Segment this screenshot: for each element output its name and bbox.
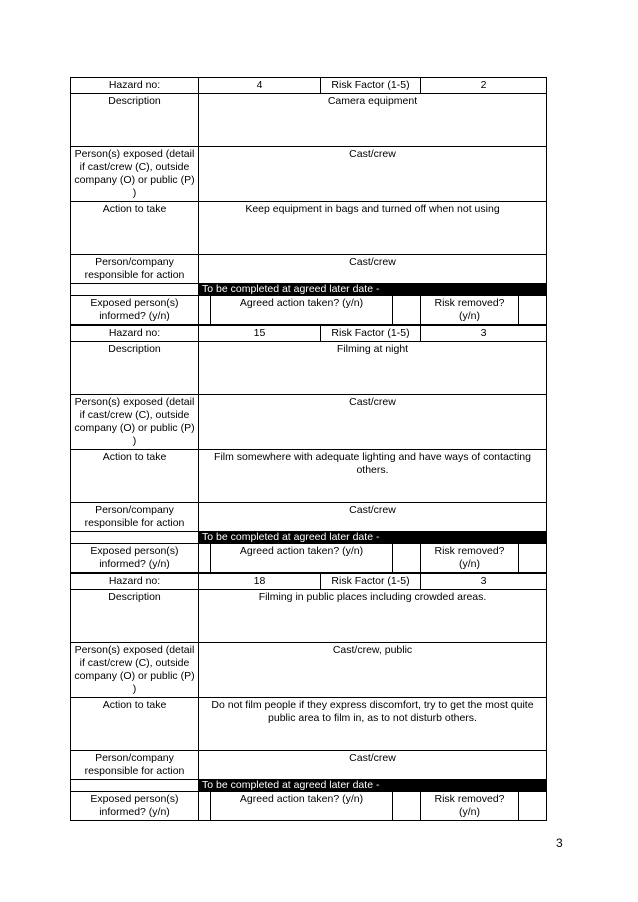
persons-exposed-value: Cast/crew — [199, 147, 547, 202]
risk-removed-label: Risk removed? (y/n) — [421, 792, 519, 821]
hazard-no-label: Hazard no: — [71, 574, 199, 590]
band-spacer — [71, 780, 199, 792]
risk-factor-value: 3 — [421, 326, 547, 342]
exposed-informed-label: Exposed person(s) informed? (y/n) — [71, 792, 199, 821]
exposed-informed-label: Exposed person(s) informed? (y/n) — [71, 296, 199, 325]
responsible-label: Person/company responsible for action — [71, 503, 199, 532]
action-value: Keep equipment in bags and turned off when not using — [199, 202, 547, 255]
persons-exposed-label: Person(s) exposed (detail if cast/crew (C), outside company (O) or public (P) ) — [71, 643, 199, 698]
action-value: Do not film people if they express discomfort, try to get the most quite public area to film in, as to not disturb others. — [199, 698, 547, 751]
risk-factor-label: Risk Factor (1-5) — [321, 574, 421, 590]
agreed-action-label: Agreed action taken? (y/n) — [211, 296, 393, 325]
action-label: Action to take — [71, 450, 199, 503]
description-label: Description — [71, 342, 199, 395]
agreed-action-label: Agreed action taken? (y/n) — [211, 792, 393, 821]
responsible-value: Cast/crew — [199, 255, 547, 284]
risk-table-2 — [70, 325, 547, 573]
persons-exposed-label: Person(s) exposed (detail if cast/crew (C), outside company (O) or public (P) ) — [71, 395, 199, 450]
action-label: Action to take — [71, 202, 199, 255]
hazard-no-value: 18 — [199, 574, 321, 590]
persons-exposed-label: Person(s) exposed (detail if cast/crew (C), outside company (O) or public (P) ) — [71, 147, 199, 202]
responsible-value: Cast/crew — [199, 751, 547, 780]
responsible-value: Cast/crew — [199, 503, 547, 532]
risk-factor-label: Risk Factor (1-5) — [321, 78, 421, 94]
risk-table-3 — [70, 573, 547, 821]
description-label: Description — [71, 94, 199, 147]
risk-table-1 — [70, 77, 547, 325]
risk-factor-value: 2 — [421, 78, 547, 94]
band-spacer — [71, 284, 199, 296]
exposed-informed-box[interactable] — [199, 544, 211, 573]
description-value: Filming in public places including crowded areas. — [199, 590, 547, 643]
hazard-no-label: Hazard no: — [71, 326, 199, 342]
description-value: Filming at night — [199, 342, 547, 395]
risk-factor-label: Risk Factor (1-5) — [321, 326, 421, 342]
exposed-informed-box[interactable] — [199, 792, 211, 821]
risk-removed-label: Risk removed? (y/n) — [421, 544, 519, 573]
persons-exposed-value: Cast/crew, public — [199, 643, 547, 698]
band-spacer — [71, 532, 199, 544]
agreed-action-box[interactable] — [393, 296, 421, 325]
later-date-band: To be completed at agreed later date - — [199, 284, 547, 296]
agreed-action-label: Agreed action taken? (y/n) — [211, 544, 393, 573]
responsible-label: Person/company responsible for action — [71, 751, 199, 780]
action-label: Action to take — [71, 698, 199, 751]
hazard-no-value: 15 — [199, 326, 321, 342]
description-value: Camera equipment — [199, 94, 547, 147]
exposed-informed-box[interactable] — [199, 296, 211, 325]
exposed-informed-label: Exposed person(s) informed? (y/n) — [71, 544, 199, 573]
agreed-action-box[interactable] — [393, 544, 421, 573]
later-date-band: To be completed at agreed later date - — [199, 532, 547, 544]
hazard-no-label: Hazard no: — [71, 78, 199, 94]
responsible-label: Person/company responsible for action — [71, 255, 199, 284]
persons-exposed-value: Cast/crew — [199, 395, 547, 450]
risk-factor-value: 3 — [421, 574, 547, 590]
risk-removed-box[interactable] — [519, 544, 547, 573]
risk-removed-label: Risk removed? (y/n) — [421, 296, 519, 325]
risk-removed-box[interactable] — [519, 296, 547, 325]
description-label: Description — [71, 590, 199, 643]
hazard-no-value: 4 — [199, 78, 321, 94]
risk-removed-box[interactable] — [519, 792, 547, 821]
page-number: 3 — [556, 836, 563, 850]
later-date-band: To be completed at agreed later date - — [199, 780, 547, 792]
agreed-action-box[interactable] — [393, 792, 421, 821]
action-value: Film somewhere with adequate lighting and have ways of contacting others. — [199, 450, 547, 503]
